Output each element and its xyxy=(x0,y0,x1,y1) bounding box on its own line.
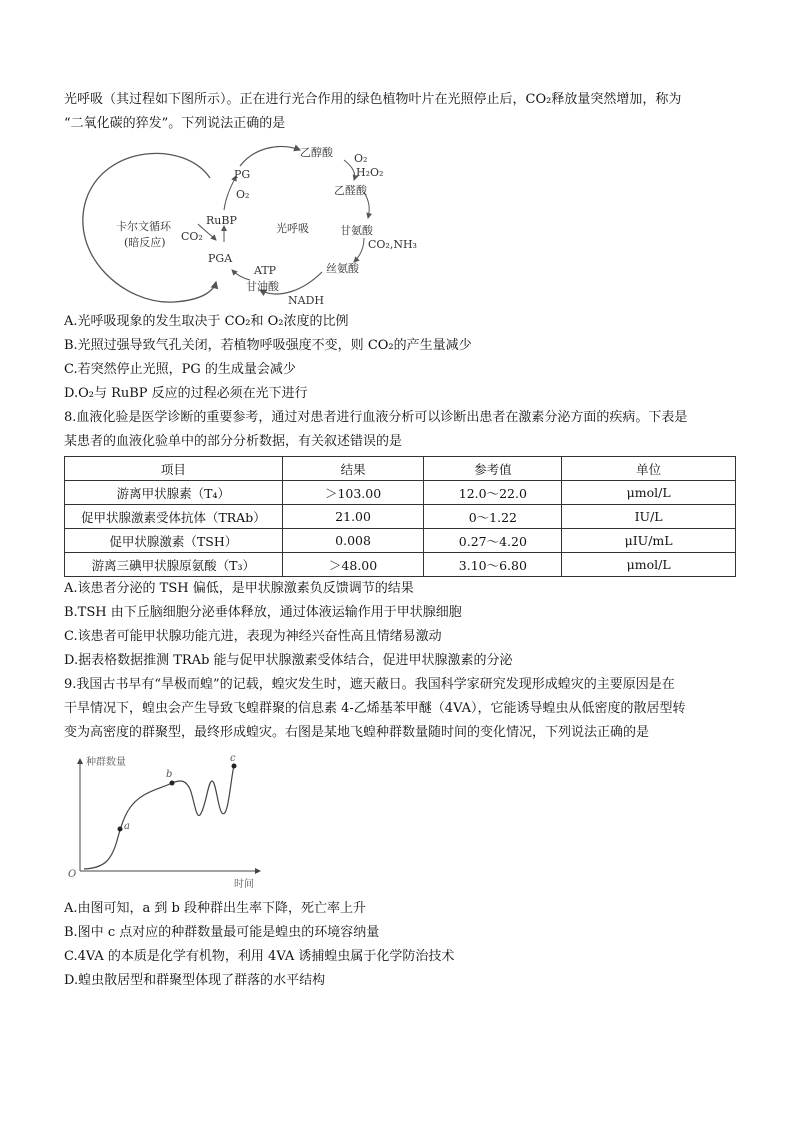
point-c-label: c xyxy=(230,753,236,764)
x-axis-label: 时间 xyxy=(234,879,254,890)
calvin-cycle-label: 卡尔文循环 xyxy=(116,220,171,233)
table-row xyxy=(65,481,736,505)
q9-stem-line-2: 干旱情况下，蝗虫会产生导致飞蝗群聚的信息素 4-乙烯基苯甲醚（4VA），它能诱导蝗虫从低密度的散居型转 xyxy=(64,701,686,716)
y-axis-label: 种群数量 xyxy=(86,757,126,768)
table-cell: 0.008 xyxy=(282,529,424,553)
table-header: 项目 xyxy=(65,457,283,481)
table-cell: 21.00 xyxy=(282,505,424,529)
table-cell: IU/L xyxy=(562,505,736,529)
table-row xyxy=(65,553,736,577)
glycine-to-serine-arrow xyxy=(354,238,364,262)
table-cell: 0.27～4.20 xyxy=(424,529,562,553)
glycolate-label: 乙醇酸 xyxy=(300,146,333,159)
q9-option-d: D.蝗虫散居型和群聚型体现了群落的水平结构 xyxy=(64,973,326,988)
co2-nh3-label: CO₂,NH₃ xyxy=(368,238,417,251)
table-cell: 游离三碘甲状腺原氨酸（T₃） xyxy=(65,553,283,577)
q7-option-c: C.若突然停止光照，PG 的生成量会减少 xyxy=(64,362,296,377)
rubp-to-pg-arrow xyxy=(224,176,236,210)
table-header: 参考值 xyxy=(424,457,562,481)
q9-stem-line-3: 变为高密度的群聚型，最终形成蝗灾。右图是某地飞蝗种群数量随时间的变化情况，下列说法正确的是 xyxy=(64,725,650,740)
o2-label-a: O₂ xyxy=(236,188,250,201)
q9-stem-line-1: 9.我国古书早有“旱极而蝗”的记载，蝗灾发生时，遮天蔽日。我国科学家研究发现形成蝗灾的主要原因是在 xyxy=(64,677,675,692)
glyoxylate-label: 乙醛酸 xyxy=(334,184,367,197)
q8-option-a: A.该患者分泌的 TSH 偏低，是甲状腺激素负反馈调节的结果 xyxy=(64,581,414,596)
table-cell: μmol/L xyxy=(562,553,736,577)
table-row xyxy=(65,505,736,529)
o2-label-b: O₂ xyxy=(354,152,368,165)
population-curve xyxy=(84,765,234,869)
q8-option-b: B.TSH 由下丘脑细胞分泌垂体释放，通过体液运输作用于甲状腺细胞 xyxy=(64,605,462,620)
co2-label-a: CO₂ xyxy=(181,230,203,243)
point-a-label: a xyxy=(124,821,130,832)
point-c xyxy=(232,764,237,769)
table-cell: ＞48.00 xyxy=(282,553,424,577)
table-row xyxy=(65,529,736,553)
table-cell: ＞103.00 xyxy=(282,481,424,505)
table-cell: μmol/L xyxy=(562,481,736,505)
pg-to-glycolate-arc xyxy=(240,147,300,166)
question-8 xyxy=(64,406,736,673)
point-b xyxy=(170,781,175,786)
h2o2-label: H₂O₂ xyxy=(356,166,384,179)
population-graph xyxy=(64,753,304,893)
question-7 xyxy=(64,88,736,406)
table-header: 单位 xyxy=(562,457,736,481)
q8-stem-line-2: 某患者的血液化验单中的部分分析数据，有关叙述错误的是 xyxy=(64,434,403,449)
table-header: 结果 xyxy=(282,457,424,481)
table-cell: 促甲状腺激素受体抗体（TRAb） xyxy=(65,505,283,529)
table-cell: 游离甲状腺素（T₄） xyxy=(65,481,283,505)
point-b-label: b xyxy=(166,769,173,780)
pga-label: PGA xyxy=(208,252,233,265)
pg-label: PG xyxy=(234,168,251,181)
q7-option-b: B.光照过强导致气孔关闭，若植物呼吸强度不变，则 CO₂的产生量减少 xyxy=(64,338,472,353)
table-cell: 0～1.22 xyxy=(424,505,562,529)
photorespiration-diagram xyxy=(64,140,464,310)
q7-stem-line-1: 光呼吸（其过程如下图所示）。正在进行光合作用的绿色植物叶片在光照停止后，CO₂释放量突然增加，称为 xyxy=(64,92,682,107)
q8-stem-line-1: 8.血液化验是医学诊断的重要参考，通过对患者进行血液分析可以诊断出患者在激素分泌方面的疾病。下表是 xyxy=(64,410,688,425)
blood-test-table xyxy=(64,456,736,577)
table-header-row xyxy=(65,457,736,481)
q7-stem-line-2: “二氧化碳的猝发”。下列说法正确的是 xyxy=(64,116,286,131)
q8-option-c: C.该患者可能甲状腺功能亢进，表现为神经兴奋性高且情绪易激动 xyxy=(64,629,442,644)
glycerate-label: 甘油酸 xyxy=(246,280,279,293)
table-cell: 促甲状腺激素（TSH） xyxy=(65,529,283,553)
table-cell: 12.0～22.0 xyxy=(424,481,562,505)
q9-option-b: B.图中 c 点对应的种群数量最可能是蝗虫的环境容纳量 xyxy=(64,925,380,940)
glycine-label: 甘氨酸 xyxy=(340,224,373,237)
origin-label: O xyxy=(68,869,77,880)
photorespiration-label: 光呼吸 xyxy=(276,222,309,235)
question-9 xyxy=(64,673,736,993)
q8-option-d: D.据表格数据推测 TRAb 能与促甲状腺激素受体结合，促进甲状腺激素的分泌 xyxy=(64,653,513,668)
q9-option-c: C.4VA 的本质是化学有机物，利用 4VA 诱捕蝗虫属于化学防治技术 xyxy=(64,949,455,964)
population-graph-svg xyxy=(64,753,304,893)
serine-label: 丝氨酸 xyxy=(326,262,359,275)
q7-option-a: A.光呼吸现象的发生取决于 CO₂和 O₂浓度的比例 xyxy=(64,314,349,329)
point-a xyxy=(118,827,123,832)
nadh-label: NADH xyxy=(288,294,324,307)
rubp-label: RuBP xyxy=(206,214,237,227)
atp-label: ATP xyxy=(254,264,277,277)
q9-option-a: A.由图可知，a 到 b 段种群出生率下降，死亡率上升 xyxy=(64,901,366,916)
exam-page xyxy=(64,88,736,993)
table-cell: 3.10～6.80 xyxy=(424,553,562,577)
table-cell: μIU/mL xyxy=(562,529,736,553)
dark-reaction-label: (暗反应) xyxy=(124,236,166,249)
q7-option-d: D.O₂与 RuBP 反应的过程必须在光下进行 xyxy=(64,386,308,401)
